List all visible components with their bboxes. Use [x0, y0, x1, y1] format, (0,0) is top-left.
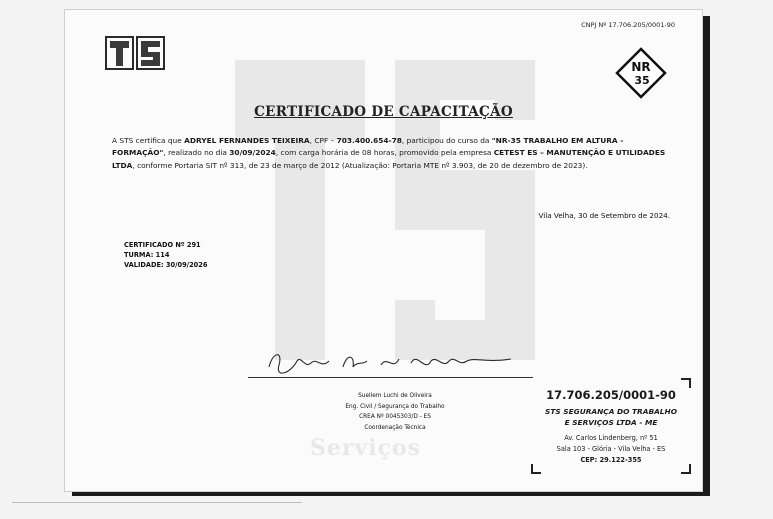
course-name: "NR-35 TRABALHO EM ALTURA - FORMAÇÃO": [112, 136, 624, 158]
watermark-text: Serviços: [310, 435, 422, 461]
certificate-validity: VALIDADE: 30/09/2026: [124, 260, 208, 269]
certificate-title: CERTIFICADO DE CAPACITAÇÃO: [254, 104, 513, 120]
signer-crea: CREA Nº 0045303/D - ES: [359, 414, 431, 420]
stamp-address: Sala 103 - Glória - Vila Velha - ES: [556, 445, 666, 453]
certificate-class: TURMA: 114: [124, 250, 170, 259]
stamp-company-line-2: E SERVIÇOS LTDA - ME: [564, 418, 658, 427]
stamp-corner: [681, 464, 691, 474]
badge-top-text: NR: [631, 60, 651, 74]
body-text-3: , participou do curso da: [401, 136, 492, 145]
certificate-page: [64, 9, 703, 492]
stamp-corner: [531, 464, 541, 474]
body-text-5: , com carga horária de 08 horas, promovido pela empresa: [275, 148, 494, 158]
course-date: 30/09/2024: [229, 148, 276, 158]
sts-logo: [105, 35, 165, 71]
company-stamp: [531, 378, 691, 474]
handwritten-signature: [261, 343, 521, 379]
participant-cpf: 703.400.654-78: [336, 136, 402, 145]
stamp-cnpj: 17.706.205/0001-90: [546, 388, 676, 402]
participant-name: ADRYEL FERNANDES TEIXEIRA: [184, 136, 310, 145]
signer-role: Eng. Civil / Segurança do Trabalho: [345, 403, 445, 410]
stamp-cep: CEP: 29.122-355: [580, 456, 642, 464]
badge-bottom-text: 35: [634, 74, 650, 87]
body-text-4: , realizado no dia: [163, 148, 230, 158]
body-text-2: , CPF –: [309, 136, 337, 145]
watermark-logo-graphic: [215, 50, 555, 370]
certificate-number: CERTIFICADO Nº 291: [124, 241, 201, 249]
background-edge: [12, 502, 302, 503]
header-cnpj: CNPJ Nº 17.706.205/0001-90: [581, 21, 675, 29]
stamp-company-line-1: STS SEGURANÇA DO TRABALHO: [545, 407, 677, 416]
company-name: CETEST ES – MANUTENÇÃO E UTILIDADES LTDA: [112, 148, 666, 170]
body-text-6: , conforme Portaria SIT nº 313, de 23 de março de 2012 (Atualização: Portaria MTE nº 3.903, de 20 de dezembro de 2023).: [132, 160, 588, 170]
body-text-1: A STS certifica que: [112, 136, 185, 145]
certificate-info: [124, 241, 207, 270]
signer-name: Suellem Luchi de Oliveira: [358, 393, 432, 399]
signature-line: [248, 377, 533, 378]
stamp-street: Av. Carlos Lindenberg, nº 51: [564, 434, 658, 442]
certificate-body: [112, 135, 679, 172]
place-date: Vila Velha, 30 de Setembro de 2024.: [538, 211, 670, 220]
signer-block: [295, 391, 495, 433]
signer-title: Coordenação Técnica: [364, 424, 426, 431]
stamp-corner: [681, 378, 691, 388]
nr35-badge-icon: [615, 47, 667, 99]
